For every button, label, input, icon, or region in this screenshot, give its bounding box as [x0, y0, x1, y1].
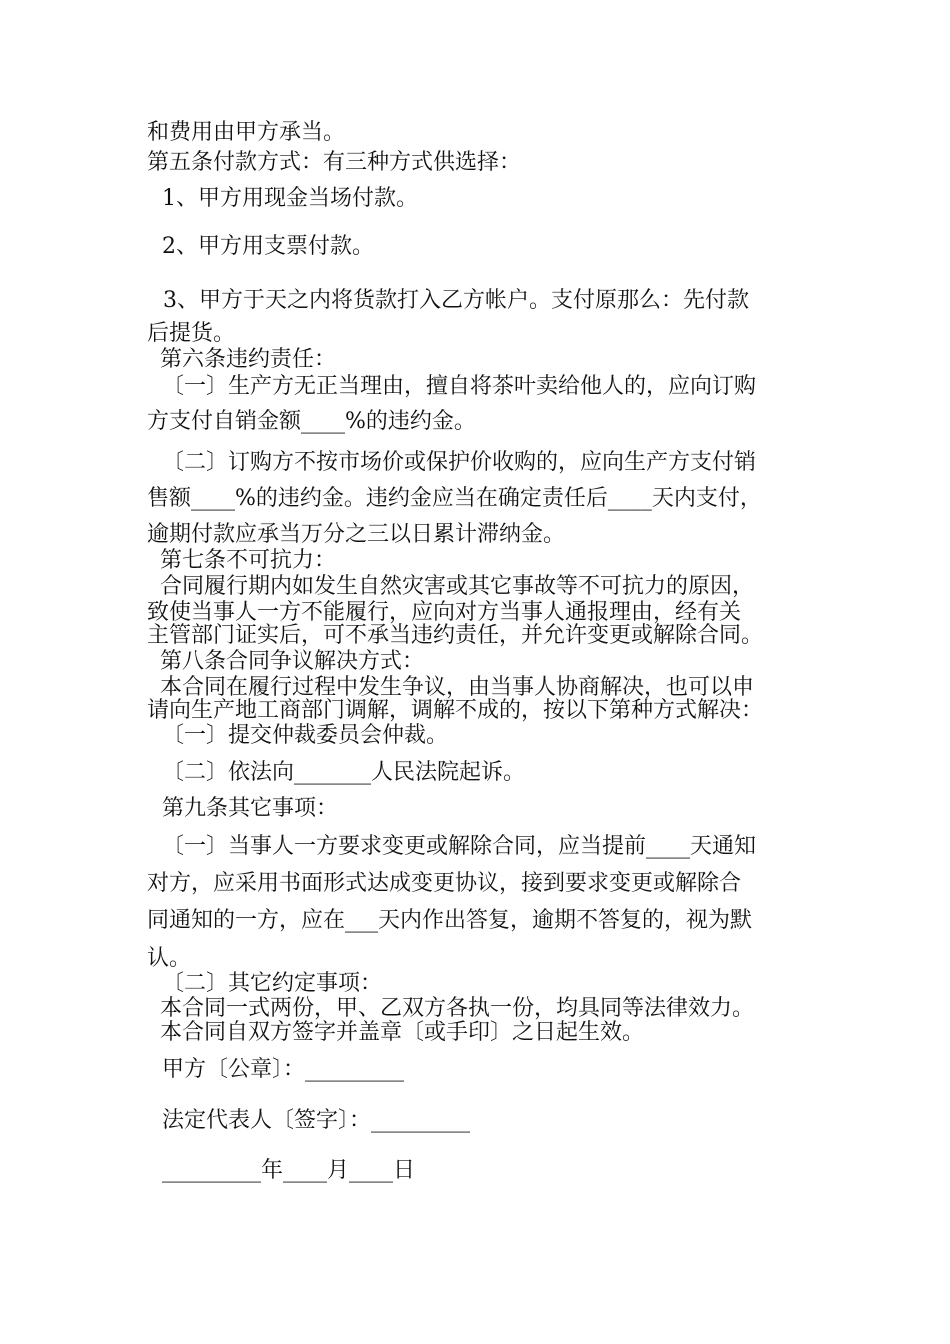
- text-line: 请向生产地工商部门调解，调解不成的，按以下第种方式解决：: [147, 698, 764, 723]
- text-line: 方支付自销金额____%的违约金。: [147, 409, 476, 434]
- article-heading: 第七条不可抗力：: [160, 548, 337, 573]
- text-line: 致使当事人一方不能履行，应向对方当事人通报理由，经有关: [147, 600, 742, 625]
- text-line: 合同履行期内如发生自然灾害或其它事故等不可抗力的原因，: [160, 574, 755, 599]
- text-line: 3、甲方于天之内将货款打入乙方帐户。支付原那么：先付款: [163, 288, 749, 313]
- text-line: 1、甲方用现金当场付款。: [162, 186, 418, 211]
- text-line: 对方，应采用书面形式达成变更协议，接到要求变更或解除合: [147, 871, 742, 896]
- party-a-seal-line: 甲方〔公章〕：_________: [162, 1057, 405, 1082]
- text-line: 后提货。: [147, 321, 236, 346]
- text-line: 主管部门证实后，可不承当违约责任，并允许变更或解除合同。: [147, 623, 764, 648]
- article-heading: 第六条违约责任：: [160, 347, 337, 372]
- text-line: 本合同在履行过程中发生争议，由当事人协商解决，也可以申: [160, 675, 755, 700]
- text-line: 认。: [147, 946, 192, 971]
- text-line: 本合同自双方签字并盖章〔或手印〕之日起生效。: [160, 1020, 645, 1045]
- text-line: 逾期付款应承当万分之三以日累计滞纳金。: [147, 522, 566, 547]
- text-line: 同通知的一方，应在___天内作出答复，逾期不答复的，视为默: [147, 908, 753, 933]
- text-line: 和费用由甲方承当。: [147, 120, 346, 145]
- text-line: 售额____%的违约金。违约金应当在确定责任后____天内支付，: [147, 486, 762, 511]
- article-heading: 第八条合同争议解决方式：: [160, 649, 425, 674]
- text-line: 〔一〕当事人一方要求变更或解除合同，应当提前____天通知: [162, 834, 757, 859]
- text-line: 〔一〕生产方无正当理由，擅自将茶叶卖给他人的，应向订购: [162, 374, 757, 399]
- date-line: _________年____月____日: [162, 1158, 416, 1183]
- text-line: 〔二〕依法向_______人民法院起诉。: [162, 760, 526, 785]
- text-line: 2、甲方用支票付款。: [162, 234, 374, 259]
- article-heading: 第五条付款方式：有三种方式供选择：: [147, 150, 522, 175]
- text-line: 〔二〕订购方不按市场价或保护价收购的，应向生产方支付销: [162, 450, 757, 475]
- article-heading: 第九条其它事项：: [162, 796, 339, 821]
- text-line: 〔一〕提交仲裁委员会仲裁。: [162, 723, 449, 748]
- text-line: 〔二〕其它约定事项：: [162, 971, 383, 996]
- legal-representative-signature-line: 法定代表人〔签字〕：_________: [162, 1108, 471, 1133]
- text-line: 本合同一式两份，甲、乙双方各执一份，均具同等法律效力。: [160, 996, 755, 1021]
